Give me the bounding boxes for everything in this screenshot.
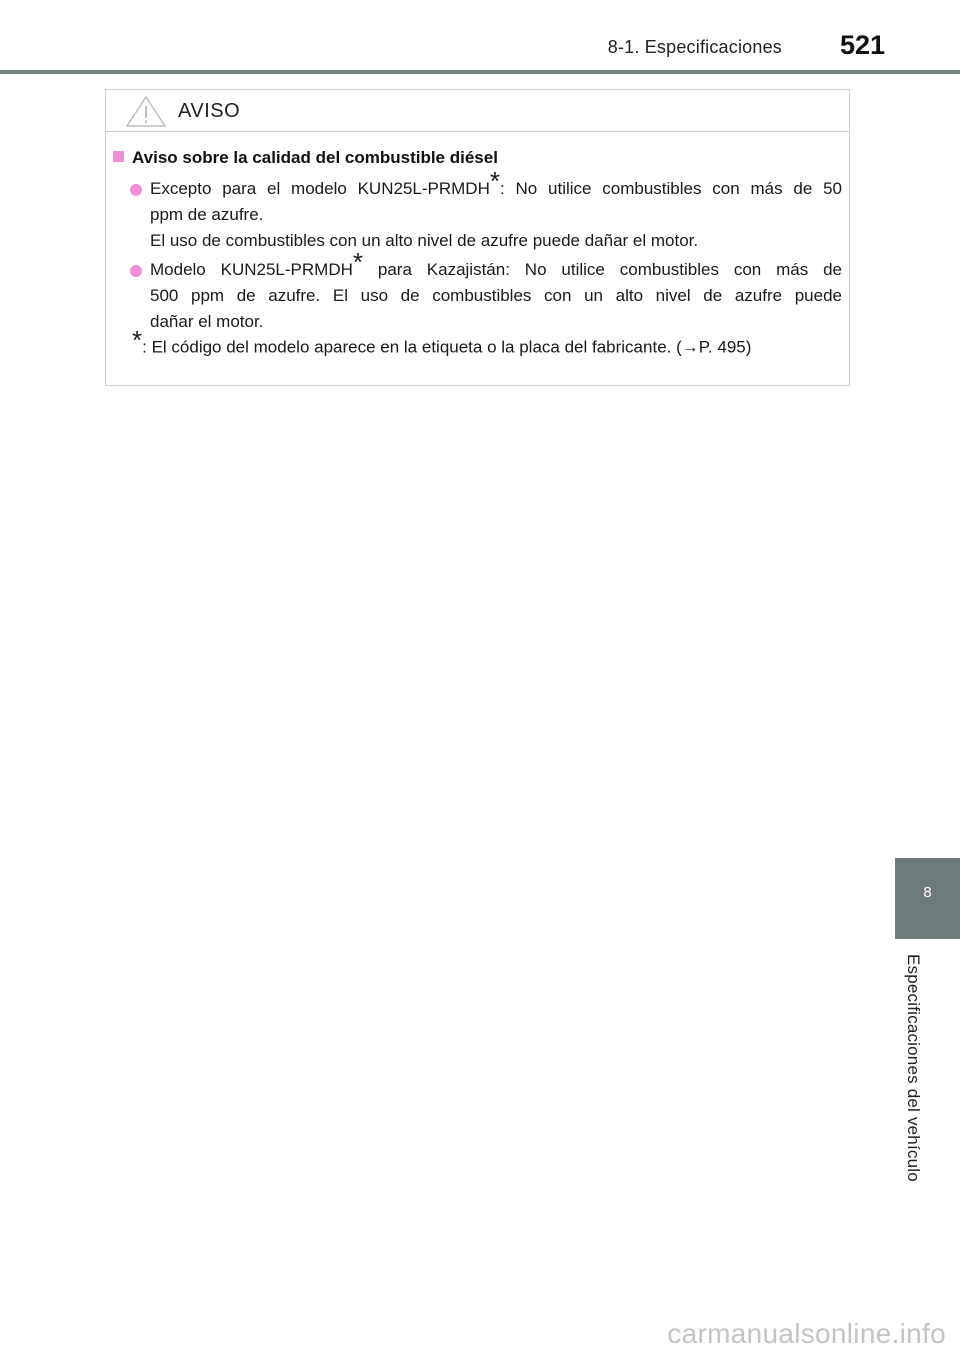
watermark: carmanualsonline.info — [667, 1318, 946, 1349]
chapter-label: Especificaciones del vehículo — [904, 953, 923, 1182]
chapter-tab — [895, 858, 960, 939]
list-item: Excepto para el modelo KUN25L-PRMDH*: No utilice combustibles con más de 50 ppm de azufre. El uso de combustibles con un alto nivel de azufre puede dañar el motor. — [130, 176, 842, 254]
warning-header — [106, 90, 849, 132]
page-number: 521 — [840, 30, 886, 60]
warning-title: AVISO — [178, 100, 241, 122]
header-divider — [0, 70, 960, 74]
warning-triangle-icon — [124, 94, 168, 128]
section-title: 8-1. Especificaciones — [607, 37, 782, 57]
warning-section-title: Aviso sobre la calidad del combustible diésel — [113, 148, 498, 168]
footnote: *: El código del modelo aparece en la etiqueta o la placa del fabricante. (→P. 495) — [132, 325, 752, 357]
warning-box — [105, 89, 850, 386]
square-bullet-icon — [113, 151, 124, 162]
chapter-number: 8 — [923, 884, 932, 901]
list-item: Modelo KUN25L-PRMDH* para Kazajistán: No utilice combustibles con más de 500 ppm de azufre. El uso de combustibles con un alto nivel de azufre puede dañar el motor. — [130, 257, 842, 335]
arrow-right-icon: → — [681, 337, 699, 357]
circle-bullet-icon — [130, 184, 142, 196]
circle-bullet-icon — [130, 265, 142, 277]
